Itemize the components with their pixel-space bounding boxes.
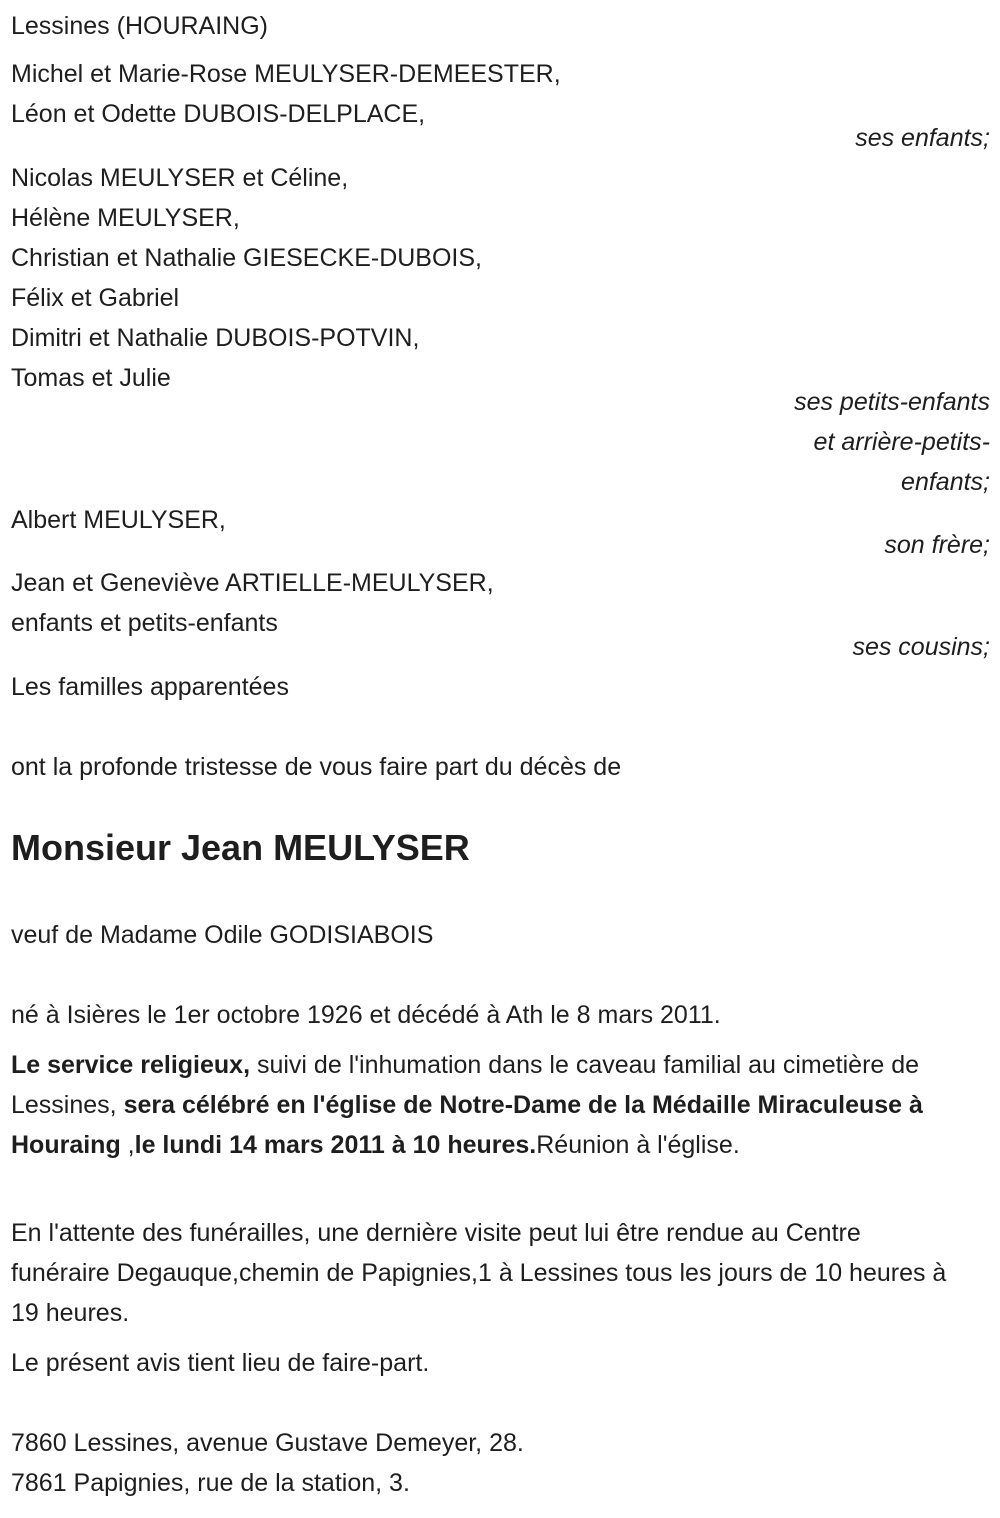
- grandchildren-label: enfants;: [901, 468, 990, 496]
- families-line: Les familles apparentées: [11, 673, 289, 701]
- cousins-label: ses cousins;: [852, 633, 990, 661]
- address-line: 7860 Lessines, avenue Gustave Demeyer, 28.: [11, 1429, 524, 1457]
- notice-line: Le présent avis tient lieu de faire-part.: [11, 1349, 430, 1377]
- cousin-line: Jean et Geneviève ARTIELLE-MEULYSER,: [11, 569, 494, 597]
- deceased-name: Monsieur Jean MEULYSER: [11, 827, 470, 868]
- service-bold-3: le lundi 14 mars 2011 à 10 heures.: [134, 1131, 537, 1159]
- children-label: ses enfants;: [855, 124, 990, 152]
- address-line: 7861 Papignies, rue de la station, 3.: [11, 1469, 410, 1497]
- child-line: Michel et Marie-Rose MEULYSER-DEMEESTER,: [11, 60, 561, 88]
- service-bold-2: sera célébré en l'église de Notre-Dame de la Médaille Miraculeuse à Houraing: [11, 1091, 923, 1159]
- place: Lessines (HOURAING): [11, 12, 268, 40]
- grandchild-line: Christian et Nathalie GIESECKE-DUBOIS,: [11, 244, 482, 272]
- announcement: ont la profonde tristesse de vous faire part du décès de: [11, 753, 622, 781]
- brother-label: son frère;: [884, 531, 990, 559]
- grandchildren-label: ses petits-enfants: [794, 388, 990, 416]
- widower-line: veuf de Madame Odile GODISIABOIS: [11, 921, 434, 949]
- service-text-1: suivi de l'inhumation dans le caveau familial au cimetière de Lessines,: [11, 1051, 920, 1119]
- cousin-line: enfants et petits-enfants: [11, 609, 278, 637]
- grandchild-line: Félix et Gabriel: [11, 284, 180, 312]
- birth-death-line: né à Isières le 1er octobre 1926 et décédé à Ath le 8 mars 2011.: [11, 1001, 721, 1029]
- brother-line: Albert MEULYSER,: [11, 506, 226, 534]
- service-bold-1: Le service religieux,: [11, 1051, 251, 1079]
- visit-paragraph: En l'attente des funérailles, une dernière visite peut lui être rendue au Centre funéraire Degauque,chemin de Papignies,1 à Lessines tous les jours de 10 heures à 19 heures.: [11, 1219, 947, 1327]
- grandchild-line: Tomas et Julie: [11, 364, 171, 392]
- service-text-3: Réunion à l'église.: [536, 1131, 740, 1159]
- child-line: Léon et Odette DUBOIS-DELPLACE,: [11, 100, 426, 128]
- service-text-2: ,: [120, 1131, 135, 1159]
- grandchild-line: Dimitri et Nathalie DUBOIS-POTVIN,: [11, 324, 420, 352]
- service-paragraph: [11, 1045, 941, 1165]
- grandchild-line: Nicolas MEULYSER et Céline,: [11, 164, 349, 192]
- grandchild-line: Hélène MEULYSER,: [11, 204, 240, 232]
- grandchildren-label: et arrière-petits-: [813, 428, 990, 456]
